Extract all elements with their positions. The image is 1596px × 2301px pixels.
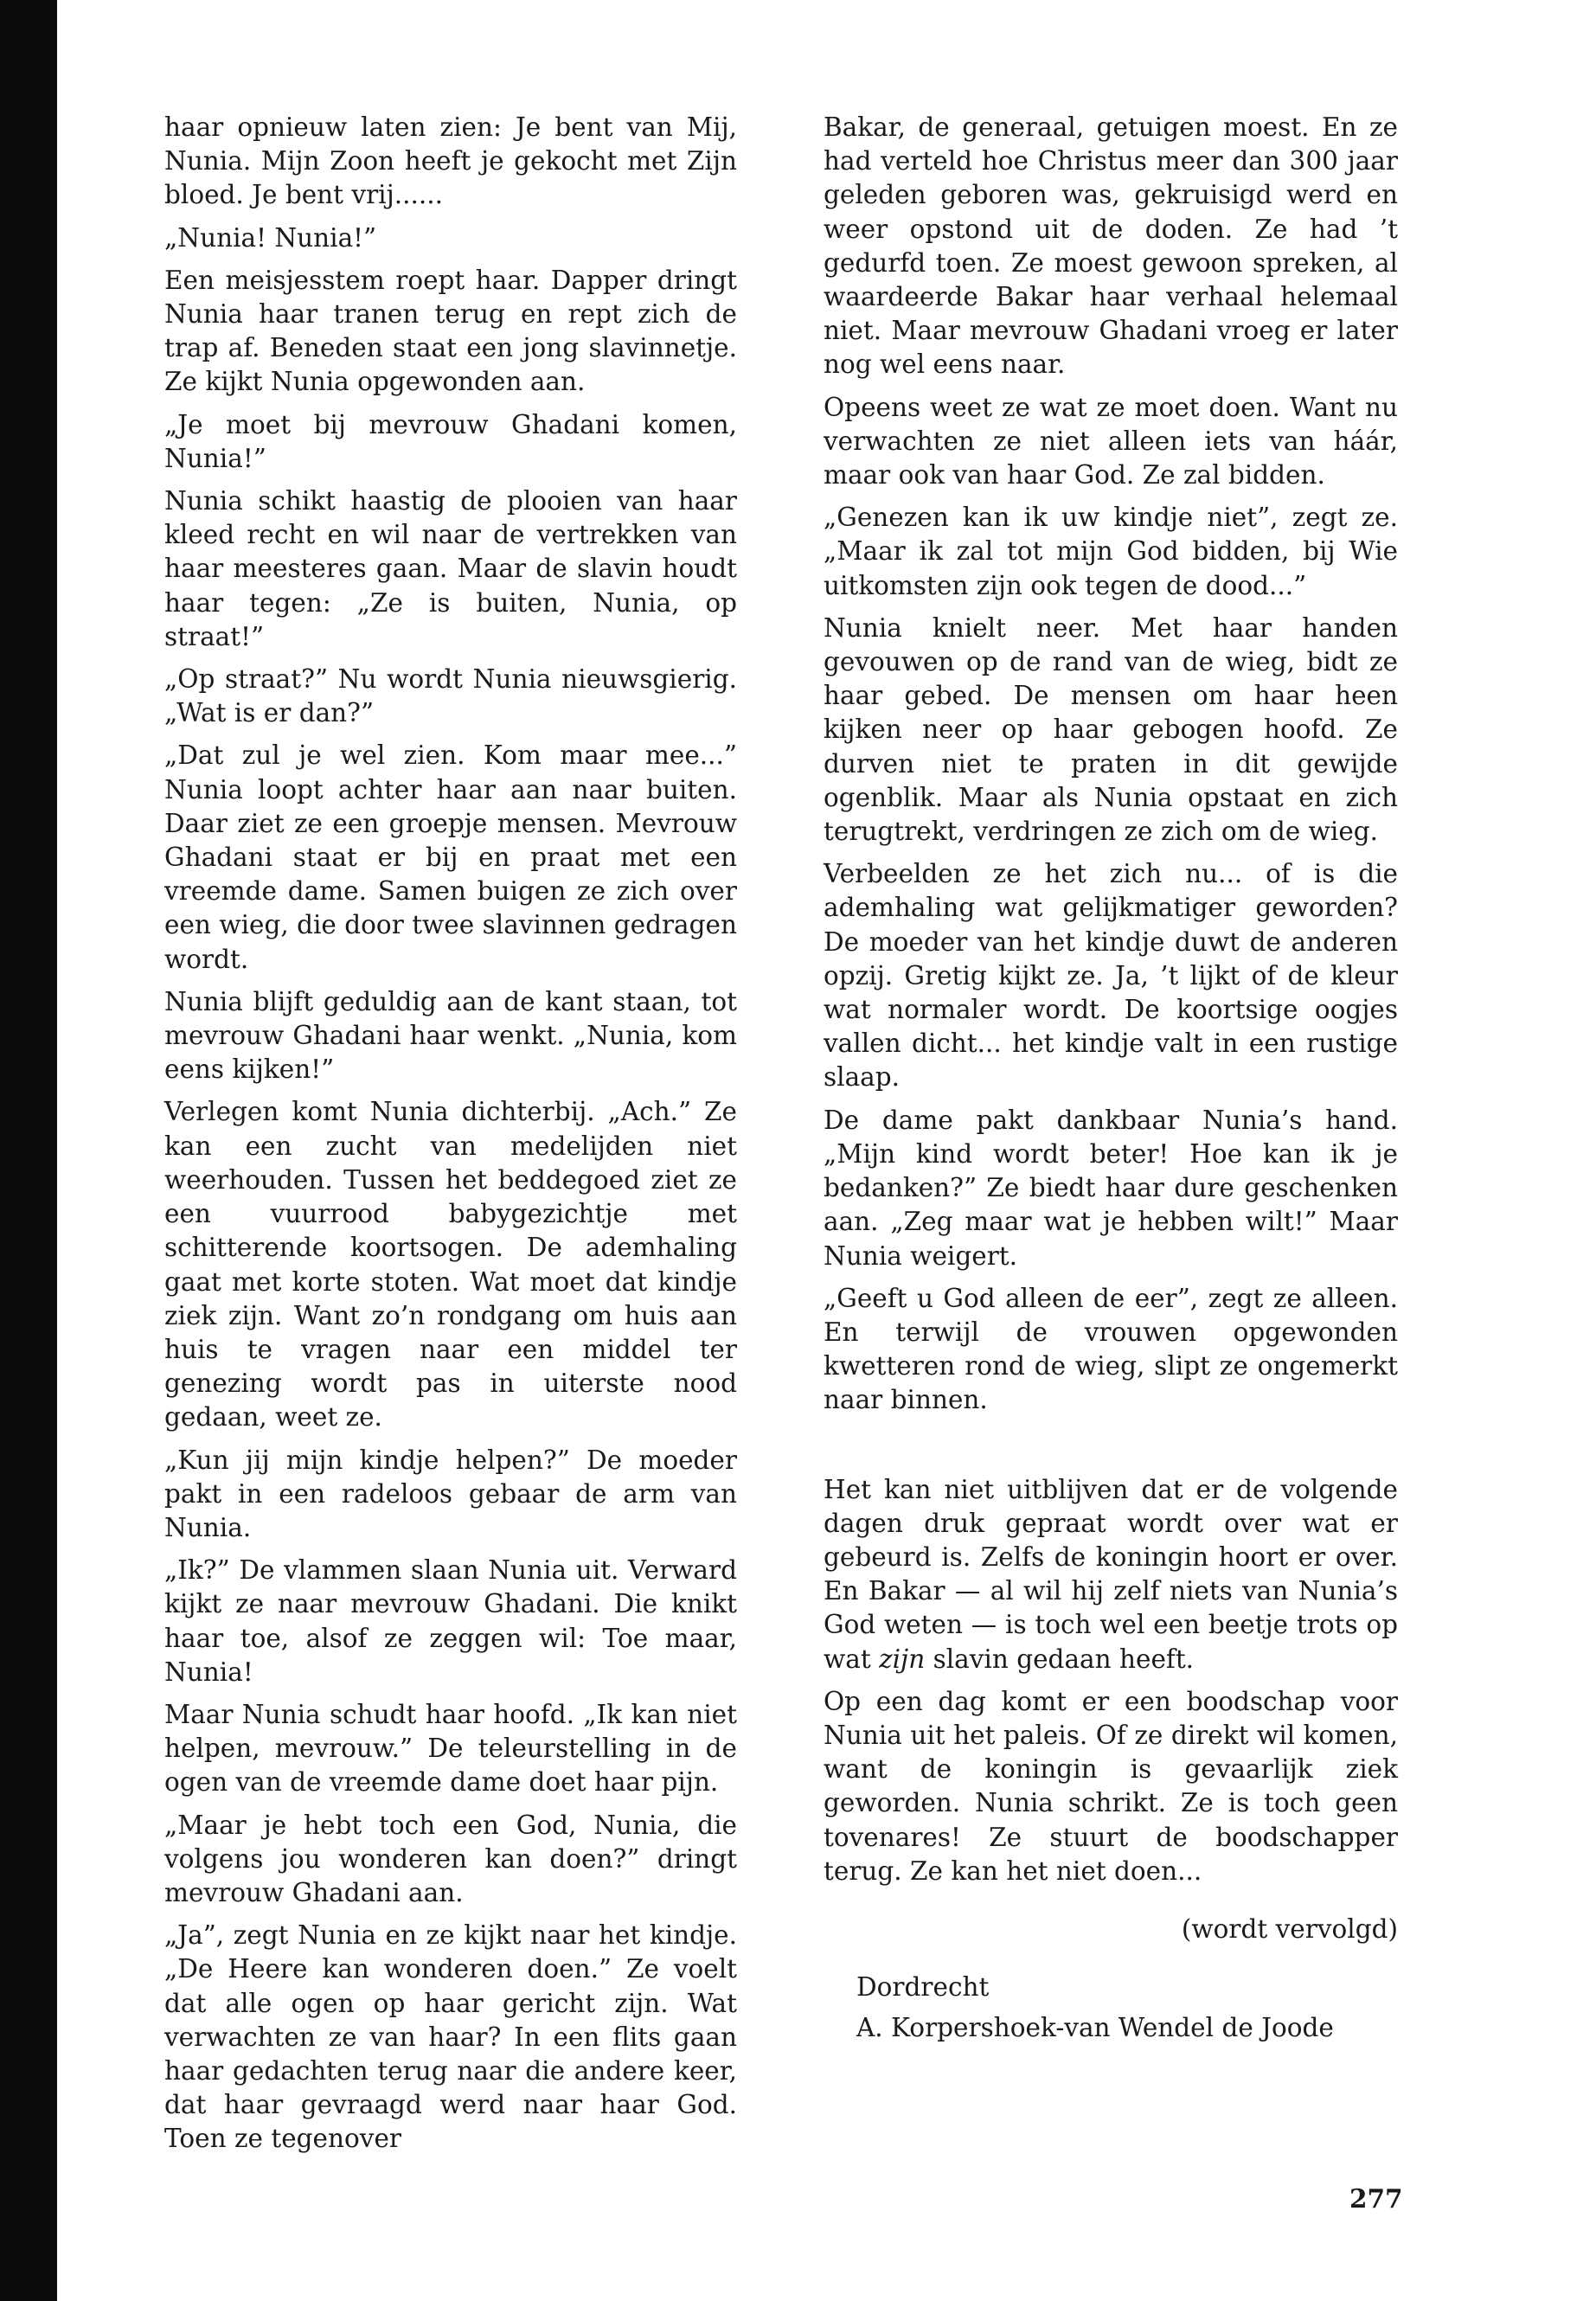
paragraph: Bakar, de generaal, getuigen moest. En ze had verteld hoe Christus meer dan 300 jaar geleden geboren was, gekruisigd werd en weer opstond uit de doden. Ze had ’t gedurfd toen. Ze moest gewoon spreken, al waardeerde Bakar haar verhaal helemaal niet. Maar mevrouw Ghadani vroeg er later nog wel eens naar. — [824, 112, 1398, 380]
paragraph: Opeens weet ze wat ze moet doen. Want nu verwachten ze niet alleen iets van háár, maar ook van haar God. Ze zal bidden. — [824, 392, 1398, 490]
signature-name: A. Korpershoek-van Wendel de Joode — [856, 2013, 1334, 2043]
paragraph: haar opnieuw laten zien: Je bent van Mij, Nunia. Mijn Zoon heeft je gekocht met Zijn bloed. Je bent vrij...... — [164, 112, 737, 210]
signature-place: Dordrecht — [856, 1972, 990, 2003]
right-text-column — [824, 111, 1398, 2046]
paragraph: „Nunia! Nunia!” — [164, 222, 377, 253]
paragraph: „Ja”, zegt Nunia en ze kijkt naar het kindje. „De Heere kan wonderen doen.” Ze voelt dat alle ogen op haar gericht zijn. Wat verwachten ze van haar? In een flits gaan haar gedachten terug naar die andere keer, dat haar gevraagd werd naar haar God. Toen ze tegenover — [164, 1920, 737, 2154]
paragraph: Een meisjesstem roept haar. Dapper dringt Nunia haar tranen terug en rept zich de trap af. Beneden staat een jong slavinnetje. Ze kijkt Nunia opgewonden aan. — [164, 265, 737, 397]
paragraph: „Genezen kan ik uw kindje niet”, zegt ze. „Maar ik zal tot mijn God bidden, bij Wie uitkomsten zijn ook tegen de dood...” — [824, 503, 1398, 600]
paragraph: De dame pakt dankbaar Nunia’s hand. „Mijn kind wordt beter! Hoe kan ik je bedanken?” Ze biedt haar dure geschenken aan. „Zeg maar wat je hebben wilt!” Maar Nunia weigert. — [824, 1105, 1398, 1271]
paragraph-text: Het kan niet uitblijven dat er de volgende dagen druk gepraat wordt over wat er gebeurd is. Zelfs de koningin hoort er over. En Bakar — al wil hij zelf niets van Nunia’s God weten — is toch wel een beetje trots op wat — [824, 1474, 1398, 1674]
paragraph: „Kun jij mijn kindje helpen?” De moeder pakt in een radeloos gebaar de arm van Nunia. — [164, 1445, 737, 1542]
paragraph: Nunia blijft geduldig aan de kant staan, tot mevrouw Ghadani haar wenkt. „Nunia, kom eens kijken!” — [164, 986, 737, 1085]
paragraph: Nunia schikt haastig de plooien van haar kleed recht en wil naar de vertrekken van haar meesteres gaan. Maar de slavin houdt haar tegen: „Ze is buiten, Nunia, op straat!” — [164, 486, 737, 651]
paragraph: „Geeft u God alleen de eer”, zegt ze alleen. En terwijl de vrouwen opgewonden kwetteren rond de wieg, slipt ze ongemerkt naar binnen. — [824, 1283, 1398, 1415]
paragraph — [824, 1473, 1398, 1676]
paragraph: Verbeelden ze het zich nu... of is die ademhaling wat gelijkmatiger geworden? De moeder van het kindje duwt de anderen opzij. Gretig kijkt ze. Ja, ’t lijkt of de kleur wat normaler wordt. De koortsige oogjes vallen dicht... het kindje valt in een rustige slaap. — [824, 859, 1398, 1093]
paragraph: „Op straat?” Nu wordt Nunia nieuwsgierig. „Wat is er dan?” — [164, 664, 737, 728]
page-number: 277 — [1349, 2183, 1403, 2214]
scan-binding-edge — [0, 0, 57, 2301]
paragraph: Op een dag komt er een boodschap voor Nunia uit het paleis. Of ze direkt wil komen, want de koningin is gevaarlijk ziek geworden. Nunia schrikt. Ze is toch geen tovenares! Ze stuurt de boodschapper terug. Ze kan het niet doen... — [824, 1686, 1398, 1886]
paragraph: „Ik?” De vlammen slaan Nunia uit. Verward kijkt ze naar mevrouw Ghadani. Die knikt haar toe, alsof ze zeggen wil: Toe maar, Nunia! — [164, 1555, 737, 1687]
paragraph: Nunia knielt neer. Met haar handen gevouwen op de rand van de wieg, bidt ze haar gebed. De mensen om haar heen kijken neer op haar gebogen hoofd. Ze durven niet te praten in dit gewijde ogenblik. Maar als Nunia opstaat en zich terugtrekt, verdringen ze zich om de wieg. — [824, 612, 1398, 847]
paragraph: Verlegen komt Nunia dichterbij. „Ach.” Ze kan een zucht van medelijden niet weerhouden. Tussen het beddegoed ziet ze een vuurrood babygezichtje met schitterende koortsogen. De ademhaling gaat met korte stoten. Wat moet dat kindje ziek zijn. Want zo’n rondgang om huis aan huis te vragen naar een middel ter genezing wordt pas in uiterste nood gedaan, weet ze. — [164, 1097, 737, 1433]
paragraph: „Je moet bij mevrouw Ghadani komen, Nunia!” — [164, 409, 737, 473]
continued-note: (wordt vervolgd) — [1181, 1913, 1398, 1944]
emphasis-word: zijn — [879, 1644, 926, 1674]
paragraph-text-tail: slavin gedaan heeft. — [925, 1644, 1195, 1674]
left-text-column — [164, 111, 737, 2165]
paragraph: Maar Nunia schudt haar hoofd. „Ik kan niet helpen, mevrouw.” De teleurstelling in de ogen van de vreemde dame doet haar pijn. — [164, 1699, 737, 1798]
paragraph: „Maar je hebt toch een God, Nunia, die volgens jou wonderen kan doen?” dringt mevrouw Ghadani aan. — [164, 1810, 737, 1907]
paragraph: „Dat zul je wel zien. Kom maar mee...” Nunia loopt achter haar aan naar buiten. Daar ziet ze een groepje mensen. Mevrouw Ghadani staat er bij en praat met een vreemde dame. Samen buigen ze zich over een wieg, die door twee slavinnen gedragen wordt. — [164, 740, 737, 974]
